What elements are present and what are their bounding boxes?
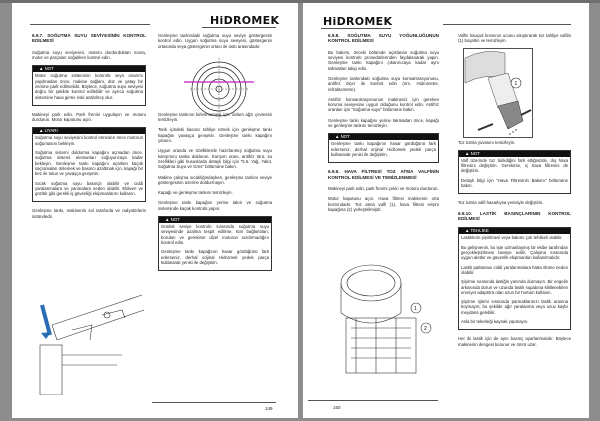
danger-text: Asla bir tekerleği kaynak yapmayın. [461, 319, 529, 325]
footer-rule [152, 402, 276, 403]
paragraph: Toz tutma yuvasını temizleyin. [458, 139, 516, 145]
note-title: ▲ NOT [159, 217, 271, 223]
warning-text: Soğutma sistemi doldurma kapağını açmadan önce, soğutma sistemi elemanları soğuyuncaya kadar bekleyin. Genleşme tankı kapağını açarken küçük saçramaları önlemek ve basıncı azaltmak için, kapağı bir bez ile tutun ve yavaşça gevşetin. [35, 150, 143, 177]
danger-title: ▲ TEHLİKE [459, 228, 570, 234]
note-title: ▲ NOT [459, 151, 570, 157]
paragraph: Valfin kauçuk kısmının ucunu sıkıştırarak toz tahliye valfini (1) boşaltın ve temizleyin. [458, 33, 571, 44]
paragraph: Genleşme tankındaki soğutma suyu konsantrasyonunu, antifriz ölçer ile kontrol edin (örn. Hidrometre, refraktometre). [328, 76, 439, 92]
section-heading: 6.9.10. LASTİK BASINÇLARININ KONTROL EDİLMESİ [458, 210, 571, 222]
warning-title: ▲ UYARI [33, 128, 145, 134]
note-box [458, 150, 571, 194]
callout-2: 2 [424, 326, 427, 332]
paragraph: Bu bakımı, önceki bölümde açıklanan soğutma suyu seviyesi kontrolü prosedürlerinden faydalanarak yapın. Genleşme tankı kapağını çıkarınıcaya kadar aynı talimatları takip edin. [328, 49, 439, 71]
dust-valve-illustration [463, 48, 533, 138]
paragraph: Her iki lastik için de aynı basınç ayarlanmalıdır. Böylece makinenin dengesi korunur ve ömrü uzar. [458, 336, 571, 347]
page-150 [303, 3, 589, 418]
hidromek-logo: HiDROMEK [323, 15, 393, 28]
logo-underline [321, 28, 391, 29]
paragraph: Genleşme tankı kapağını yerine takmadan önce, kapağı ve genleşme tankını temizleyin. [328, 117, 439, 129]
paragraph: Kapağı ve genleşme tankını temizleyin. [158, 190, 233, 196]
paragraph: Genleşme tankı, makinenin sol tarafında ve radyatörlerin üstündedir. [32, 208, 146, 219]
note-box [158, 216, 272, 271]
page-149 [12, 3, 298, 418]
danger-text: Şişirme sırasında lastiğin yanında durmayın. Bir engelin arkasında durun ve uzunda lastik supabına kilitlenebilen emniyet adaptörü olan uzun bir hortum kullanın. [461, 279, 568, 295]
note-text: Valf üzerinde toz birikdiğini fark ettiğinizde, dış hava filtresini değiştirin. Gerekirse, iç hava filtresini de değiştirin. [461, 157, 568, 174]
danger-text: Şişirme işlemi sırasında parmaklarınızı lastik arasına koymayın; bu şekilde ağır yaralanma veya uzuv kaybı meydana gelebilir. [461, 299, 568, 315]
warning-text: Soğutma suyu seviyesini kontrol etmeden önce motorun soğumasını bekleyin. [35, 135, 143, 146]
warning-text: Sıcak soğutma suyu basınçlı olabilir ve ciddi yaralanmalara ve yanmalara neden olabilir. Eldiven ve gözlük gibi gerekli iş güvenliği ekipmanlarını kullanın. [35, 180, 143, 197]
coolant-level-gauge-illustration [184, 58, 254, 120]
air-filter-engine-illustration [331, 253, 441, 393]
note-title: ▲ NOT [329, 134, 438, 140]
page-number: 149 [265, 406, 273, 411]
section-heading: 6.9.7. SOĞUTMA SUYU SEVİYESİNİN KONTROL EDİLMESİ [32, 33, 146, 44]
expansion-tank-illustration [32, 285, 147, 395]
paragraph: Makineyi park edin, park frenini çekin ve motoru durdurun. [328, 186, 439, 192]
paragraph: Soğutma suyu seviyesini, motoru durdurduktan sonra, motor ve parçaları soğukken kontrol edin. [32, 49, 146, 61]
section-heading: 6.9.9. HAVA FİLTRESİ TOZ ATMA VALFİNİN KONTROL EDİLMESİ VE TEMİZLENMESİ [328, 169, 439, 180]
note-box [32, 65, 146, 105]
paragraph: Makine çalışma sıcaklığındayken, genleşme tankını seviye göstergesinin üzerine doldurmayın. [158, 174, 272, 185]
left-column-1 [32, 33, 146, 224]
paragraph: Genleşme tankındaki soğutma suyu seviye göstergesini kontrol edin. Uygun soğutma suyu seviyesi, göstergenin ortasında veya göstergenin ortası ile üstü arasındadır. [158, 33, 272, 49]
paragraph: Motor kaputunu açın. Hava filtresi makinenin orta kısmındadır. Toz atma valfi (1), hava filtresi erişim kapağına (2) yerleştirilmiştir. [328, 196, 439, 212]
note-text: Motor soğutma sisteminin kontrolü veya onarımı yapılmadan önce, makine sağlam, düz ve yatay bir zemine park edilmelidir. Böylece, soğutma suyu seviyesi doğru bir şekilde kontrol edilebilir ve ayrıca soğutma sistemine hava girme riski azaltılmış olur. [35, 73, 143, 100]
page-number: 150 [333, 405, 341, 410]
note-box [328, 133, 439, 163]
callout-1: 1 [414, 306, 417, 312]
hidromek-logo: HiDROMEK [210, 14, 280, 27]
paragraph: Genleşme tankı kapağını yerine takın ve soğutma sisteminde kaçak kontrolü yapın. [158, 200, 272, 211]
header-rule [30, 24, 150, 25]
paragraph: Tank içindeki basıncı tahliye etmek için genleşme tankı kapağını yavaşça gevşetin. Genleşme tankı kapağını çıkarın. [158, 127, 272, 144]
danger-text: Lastiklerin şişirilmesi veya bakımı çok tehlikeli olabilir. [461, 235, 563, 241]
paragraph: Uygun oranda ve özelliklerde hazırlanmış soğutma suyu karışımını tanka doldurun. Karışım oranı, antifriz türü, su özellikleri gibi hususlarda detaylı bilgi için "5.6. Yağ, Yakıt, Soğutma Suyu ve Gres" bölümüne bakın. [158, 148, 272, 170]
section-heading: 6.9.8. SOĞUTMA SUYU YOĞUNLUĞUNUN KONTROL EDİLMESİ [328, 33, 439, 44]
note-text: Genleşme tankı kapağının hasar gördüğünü fark ederseniz, derhal orijinal Hidromek yedek parça kullanarak yenisi ile değiştirin. [331, 141, 436, 157]
right-column-1 [328, 33, 439, 217]
callout-1: 1 [514, 81, 518, 87]
header-rule [443, 24, 571, 25]
danger-text: Lastik patlaması ciddi yaralanmalara hatta ölüme neden olabilir. [461, 264, 568, 275]
note-text: Detaylı bilgi için "Hava Filtresinin Bakımı" bölümüne bakın. [461, 177, 568, 189]
paragraph: Genleşme tankının kirlenmemesi için, dolum ağzı çevresini temizleyin. [158, 111, 272, 123]
footer-rule [308, 400, 438, 401]
paragraph: Makineyi park edin. Park frenini uygulayın ve motoru durdurun. Motor kaputunu açın. [32, 111, 146, 123]
paragraph: Toz tutma valfi hasarlıysa yenisiyle değiştirin. [458, 200, 544, 206]
danger-box [458, 227, 571, 330]
logo-underline [202, 27, 276, 28]
warning-box [32, 127, 146, 202]
note-text: Günlük seviye kontrolü sırasında soğutma suyu seviyesinde azalma tespit edilirse, tüm bağlantıları, boruları ve gerekirse dizel motorun sızdırmadığını kontrol edin. [161, 224, 269, 245]
note-text: Genleşme tankı kapağının hasar gördüğünü fark ederseniz, derhal orijinal Hidromek yedek parça kullanarak yenisi ile değiştirin. [161, 249, 269, 265]
note-title: ▲ NOT [33, 66, 145, 72]
paragraph: Antifriz konsantrasyonunun makineniz için gereken koruma seviyesine uygun olduğunu kontrol edin. Antifriz oranları için "Soğutma suyu" bölümüne bakın. [328, 96, 439, 113]
danger-text: Bu gelişmenin, bu işte uzmanlaşmış bir ekibe tarafından gerçekleştirilmesi tavsiye edilir. Çalışma sırasında uygun aletler ve güvenlik ekipmanları kullanılmalıdır. [461, 244, 568, 261]
